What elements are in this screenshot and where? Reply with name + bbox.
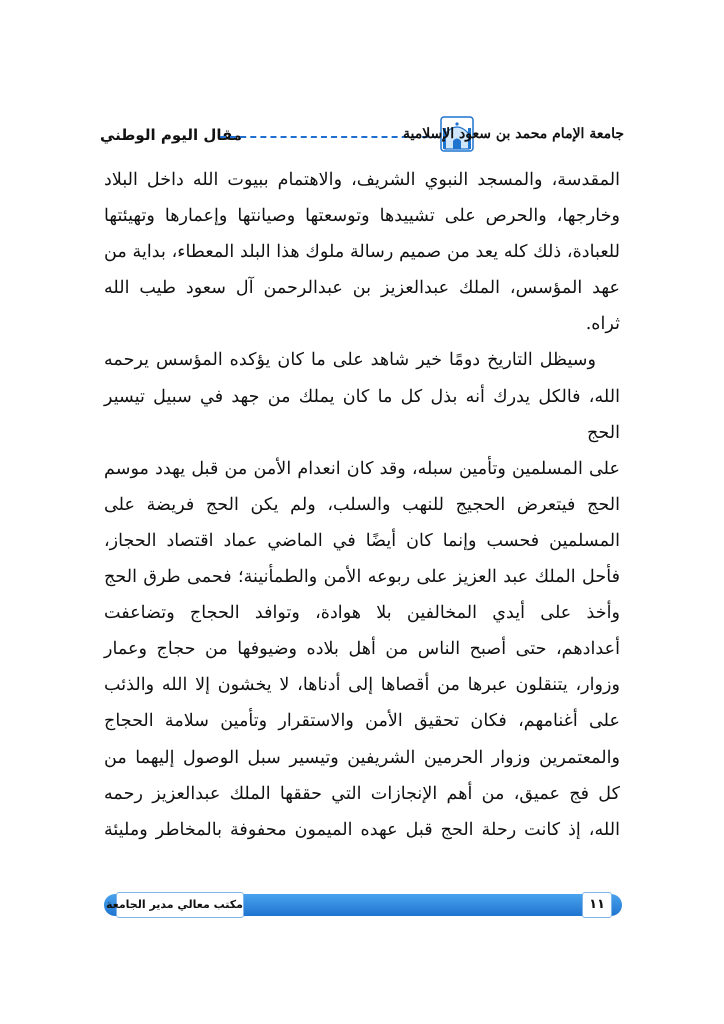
text-line: الحج فيتعرض الحجيج للنهب والسلب، ولم يكن الحج فريضة على (104, 494, 620, 515)
text-line: كل فج عميق، من أهم الإنجازات التي حققها الملك عبدالعزيز رحمه (104, 783, 620, 804)
text-line: المقدسة، والمسجد النبوي الشريف، والاهتمام ببيوت الله داخل البلاد (104, 170, 620, 190)
article-body (104, 162, 620, 884)
text-line: وسيظل التاريخ دومًا خير شاهد على ما كان يؤكده المؤسس يرحمه (104, 350, 596, 371)
page-footer (104, 892, 622, 918)
text-line: وخارجها، والحرص على تشييدها وتوسعتها وصيانتها وإعمارها وتهيئتها (104, 206, 620, 227)
university-name: جامعة الإمام محمد بن سعود الإسلامية (402, 126, 624, 142)
page-header (100, 112, 624, 156)
text-line: الله، فالكل يدرك أنه بذل كل ما كان يملك من جهد في سبيل تيسير الحج (104, 386, 620, 443)
page-number: ١١ (582, 892, 612, 918)
text-line: فأحل الملك عبد العزيز على ربوعه الأمن والطمأنينة؛ فحمى طرق الحج (104, 567, 620, 588)
section-title: مقال اليوم الوطني (100, 126, 243, 144)
text-line: الله، إذ كانت رحلة الحج قبل عهده الميمون محفوفة بالمخاطر ومليئة (104, 819, 620, 840)
text-line: وزوار، يتنقلون عبرها من أقصاها إلى أدناها، لا يخشون إلا الله والذئب (104, 675, 620, 696)
text-line: والمعتمرين وزوار الحرمين الشريفين وتيسير سبل الوصول إليهما من (104, 747, 620, 768)
text-line: وأخذ على أيدي المخالفين بلا هوادة، وتوافد الحجاج وتضاعفت (104, 603, 620, 624)
text-line: عهد المؤسس، الملك عبدالعزيز بن عبدالرحمن آل سعود طيب الله ثراه. (104, 278, 620, 335)
text-line: للعبادة، ذلك كله يعد من صميم رسالة ملوك هذا البلد المعطاء، بداية من (104, 242, 620, 263)
text-line: على أغنامهم، فكان تحقيق الأمن والاستقرار وتأمين سلامة الحجاج (104, 711, 620, 732)
office-label: مكتب معالي مدير الجامعة (116, 892, 244, 918)
text-line: أعدادهم، حتى أصبح الناس من أهل بلاده وضيوفها من حجاج وعمار (104, 639, 620, 660)
text-line: المسلمين فحسب وإنما كان أيضًا في الماضي عماد اقتصاد الحجاز، (104, 530, 620, 551)
university-logo (402, 112, 624, 156)
text-line: على المسلمين وتأمين سبله، وقد كان انعدام الأمن من قبل يهدد موسم (104, 458, 620, 479)
